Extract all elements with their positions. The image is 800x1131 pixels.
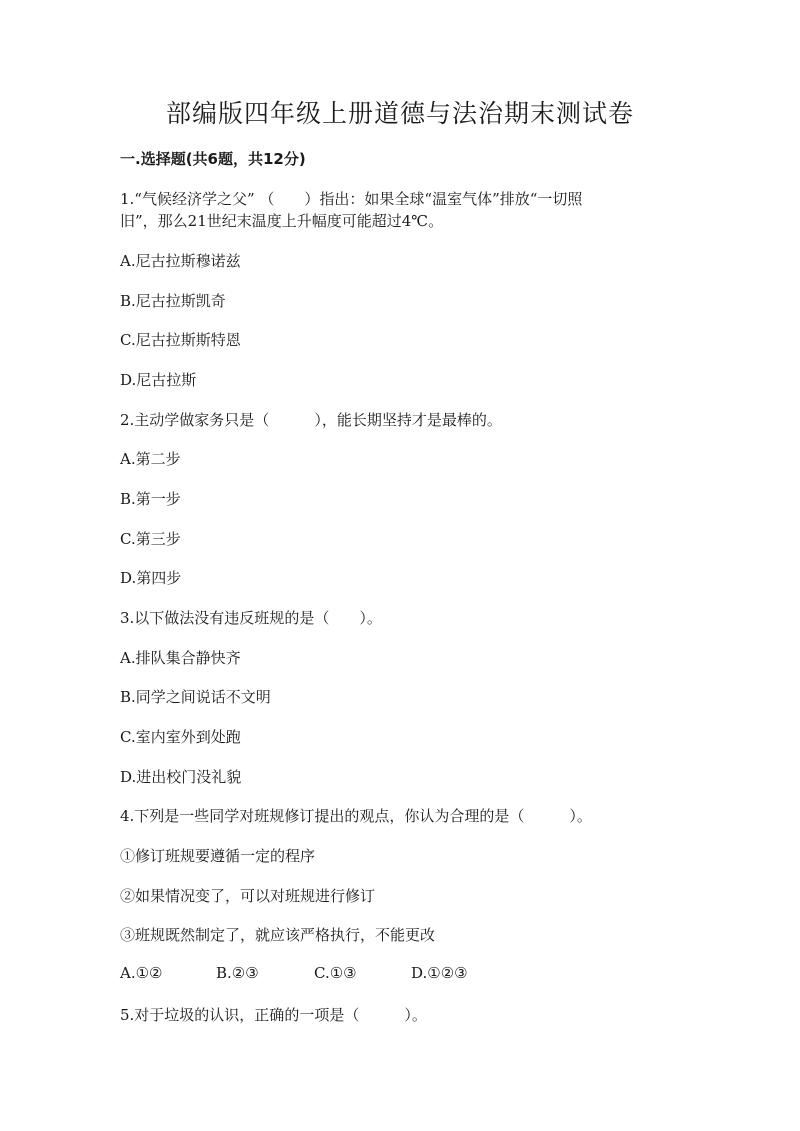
question-1-stem-line-1: 1.“气候经济学之父” （ ）指出：如果全球“温室气体”排放“一切照 xyxy=(120,190,583,208)
question-4-stem: 4.下列是一些同学对班规修订提出的观点，你认为合理的是（ ）。 xyxy=(120,807,592,825)
question-3-option-a: A.排队集合静快齐 xyxy=(120,649,241,667)
question-4-statement-2: ②如果情况变了，可以对班规进行修订 xyxy=(120,887,376,905)
question-4-statement-1: ①修订班规要遵循一定的程序 xyxy=(120,847,316,865)
question-4-option-c: C.①③ xyxy=(314,964,357,982)
question-3-stem: 3.以下做法没有违反班规的是（ ）。 xyxy=(120,609,382,627)
question-1-option-a: A.尼古拉斯穆诺兹 xyxy=(120,252,241,270)
question-5-stem: 5.对于垃圾的认识，正确的一项是（ ）。 xyxy=(120,1006,427,1024)
question-4-options-row xyxy=(120,964,520,984)
question-3-option-c: C.室内室外到处跑 xyxy=(120,728,241,746)
question-3-option-d: D.进出校门没礼貌 xyxy=(120,768,242,786)
question-2-option-a: A.第二步 xyxy=(120,450,181,468)
question-4-option-d: D.①②③ xyxy=(411,964,468,982)
question-2-stem: 2.主动学做家务只是（ ），能长期坚持才是最棒的。 xyxy=(120,411,502,429)
section-heading: 一.选择题(共6题，共12分) xyxy=(120,150,306,168)
question-4-option-b: B.②③ xyxy=(216,964,259,982)
page-title: 部编版四年级上册道德与法治期末测试卷 xyxy=(165,99,634,128)
question-1-option-d: D.尼古拉斯 xyxy=(120,371,197,389)
question-2-option-c: C.第三步 xyxy=(120,530,181,548)
question-1-option-b: B.尼古拉斯凯奇 xyxy=(120,292,226,310)
question-4-option-a: A.①② xyxy=(120,964,163,982)
question-2-option-b: B.第一步 xyxy=(120,490,181,508)
question-1-stem-line-2: 旧”，那么21世纪末温度上升幅度可能超过4℃。 xyxy=(120,212,444,230)
question-2-option-d: D.第四步 xyxy=(120,569,182,587)
question-1-option-c: C.尼古拉斯斯特恩 xyxy=(120,331,241,349)
question-4-statement-3: ③班规既然制定了，就应该严格执行，不能更改 xyxy=(120,926,436,944)
question-3-option-b: B.同学之间说话不文明 xyxy=(120,688,271,706)
